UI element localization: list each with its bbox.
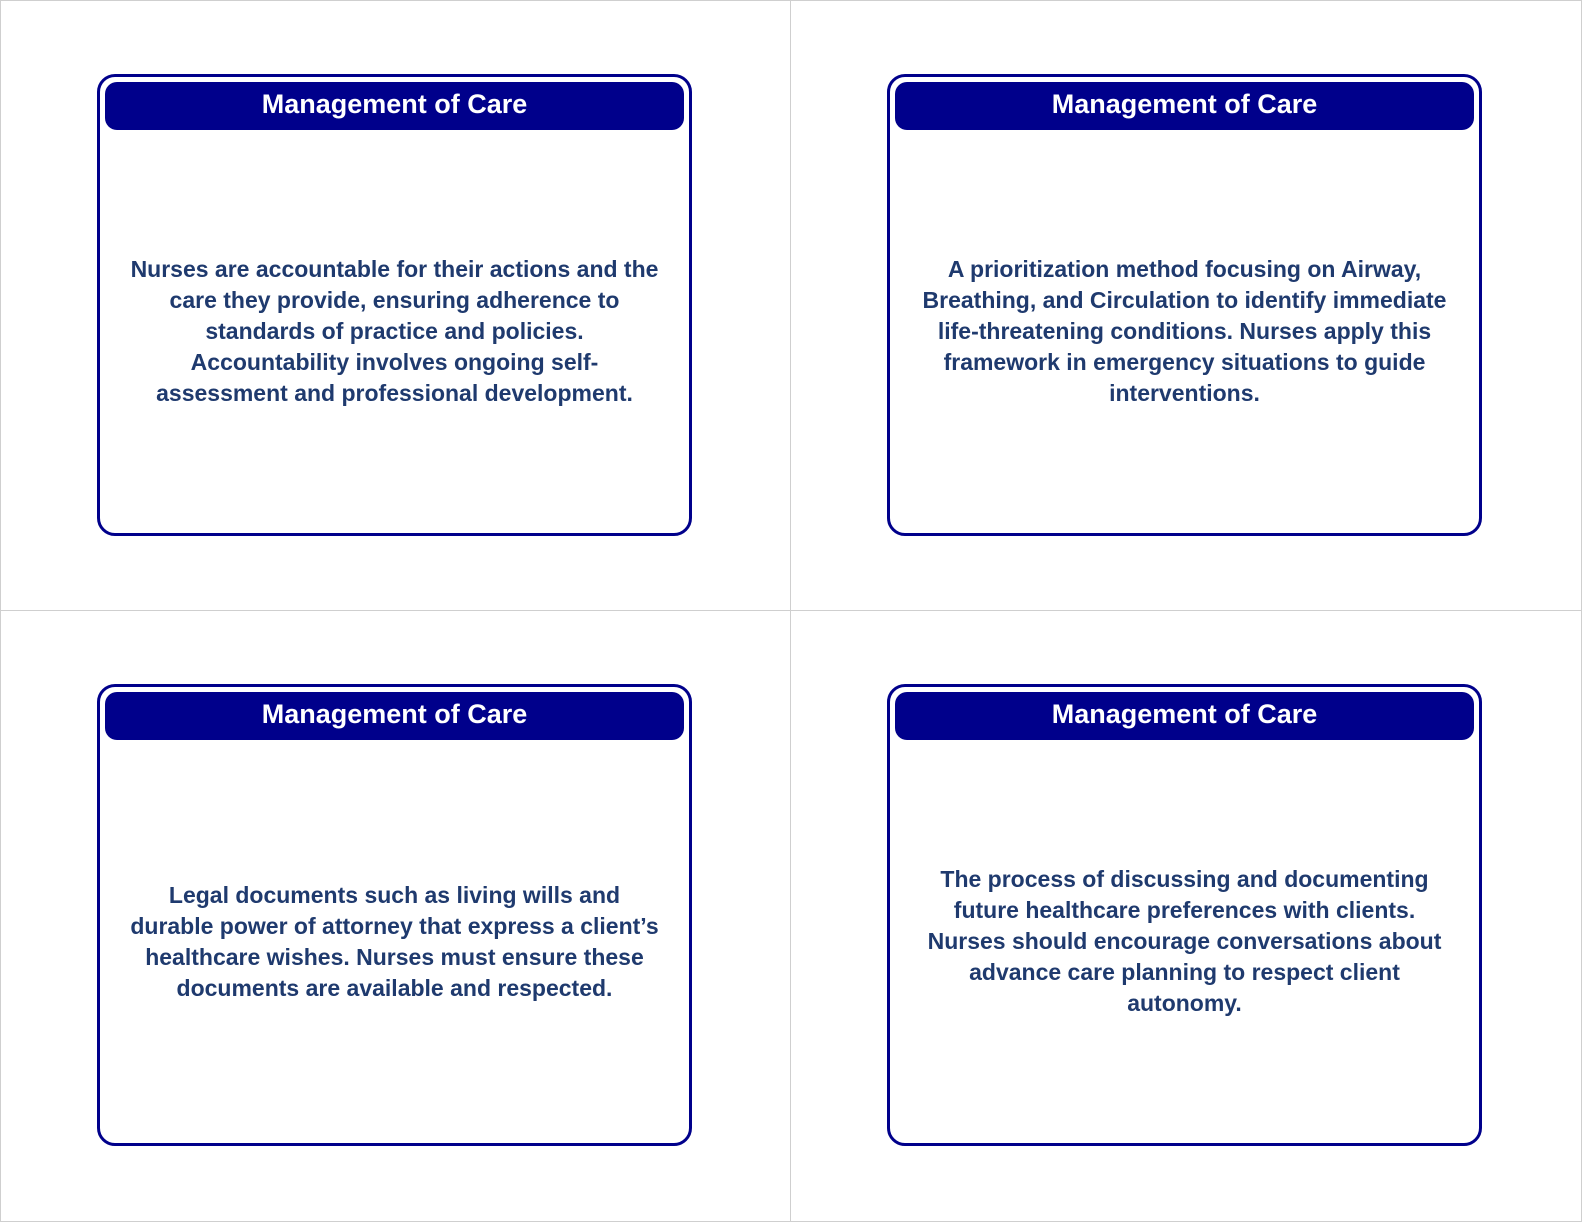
flashcard-text: Nurses are accountable for their actions and the care they provide, ensuring adherence to standards of practice and policies. Accountability involves ongoing self-assessment and professional development. xyxy=(130,256,659,406)
flashcard-title: Management of Care xyxy=(895,692,1474,740)
flashcard-3 xyxy=(97,684,692,1146)
slide-quadrant-1 xyxy=(0,0,791,611)
flashcard-4 xyxy=(887,684,1482,1146)
flashcard-title: Management of Care xyxy=(105,82,684,130)
flashcard-title: Management of Care xyxy=(105,692,684,740)
slide-quadrant-4 xyxy=(791,611,1582,1222)
flashcard-text: A prioritization method focusing on Airway, Breathing, and Circulation to identify immediate life-threatening conditions. Nurses apply this framework in emergency situations to guide interventions. xyxy=(922,256,1447,406)
flashcard-text: The process of discussing and documenting future healthcare preferences with clients. Nurses should encourage conversations about advance care planning to respect client autonomy. xyxy=(927,866,1442,1016)
flashcard-body xyxy=(920,740,1449,1143)
flashcard-2 xyxy=(887,74,1482,536)
flashcard-title: Management of Care xyxy=(895,82,1474,130)
flashcard-1 xyxy=(97,74,692,536)
flashcard-text: Legal documents such as living wills and durable power of attorney that express a client’s healthcare wishes. Nurses must ensure these documents are available and respected. xyxy=(130,881,659,1001)
flashcard-body xyxy=(130,740,659,1143)
slide-quadrant-3 xyxy=(0,611,791,1222)
flashcard-body xyxy=(130,130,659,533)
flashcard-body xyxy=(920,130,1449,533)
slide-quadrant-2 xyxy=(791,0,1582,611)
